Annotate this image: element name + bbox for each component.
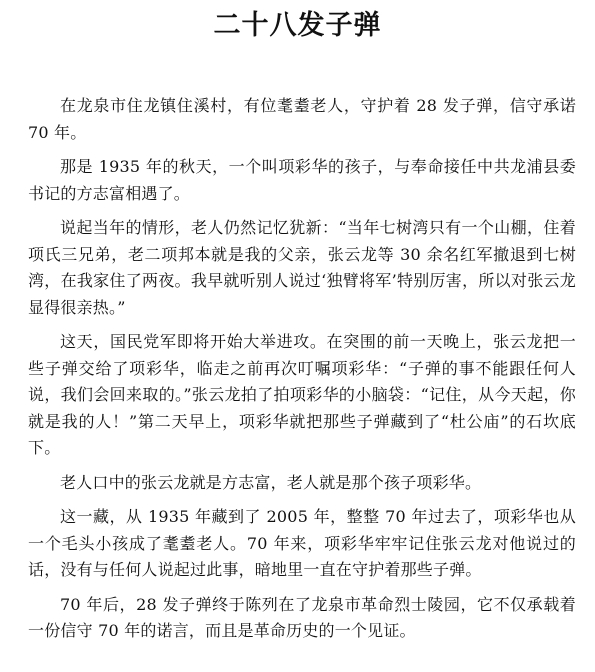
paragraph-5: 老人口中的张云龙就是方志富，老人就是那个孩子项彩华。	[60, 472, 482, 492]
paragraph-7: 70 年后，28 发子弹终于陈列在了龙泉市革命烈士陵园，它不仅承载着一份信守 70 年的诺言，而且是革命历史的一个见证。	[28, 594, 576, 640]
paragraph-6: 这一藏，从 1935 年藏到了 2005 年，整整 70 年过去了，项彩华也从一个毛头小孩成了耄耋老人。70 年来，项彩华牢牢记住张云龙对他说过的话，没有与任何人说起过此事，暗地里一直在守护着那些子弹。	[28, 507, 576, 579]
paragraph-4: 这天，国民党军即将开始大举进攻。在突围的前一天晚上，张云龙把一些子弹交给了项彩华，临走之前再次叮嘱项彩华：“子弹的事不能跟任何人说，我们会回来取的。”张云龙拍了拍项彩华的小脑袋：“记住，从今天起，你就是我的人！”第二天早上，项彩华就把那些子弹藏到了“杜公庙”的石坎底下。	[28, 332, 576, 457]
article-body	[28, 93, 576, 653]
paragraph-1: 在龙泉市住龙镇住溪村，有位耄耋老人，守护着 28 发子弹，信守承诺 70 年。	[28, 96, 576, 142]
paragraph-2: 那是 1935 年的秋天，一个叫项彩华的孩子，与奉命接任中共龙浦县委书记的方志富相遇了。	[28, 157, 576, 203]
page-title: 二十八发子弹	[213, 10, 382, 41]
paragraph-3: 说起当年的情形，老人仍然记忆犹新：“当年七树湾只有一个山棚，住着项氏三兄弟，老二项邦本就是我的父亲，张云龙等 30 余名红军撤退到七树湾，在我家住了两夜。我早就听别人说过‘独臂将军’特别厉害，所以对张云龙显得很亲热。”	[28, 218, 576, 317]
